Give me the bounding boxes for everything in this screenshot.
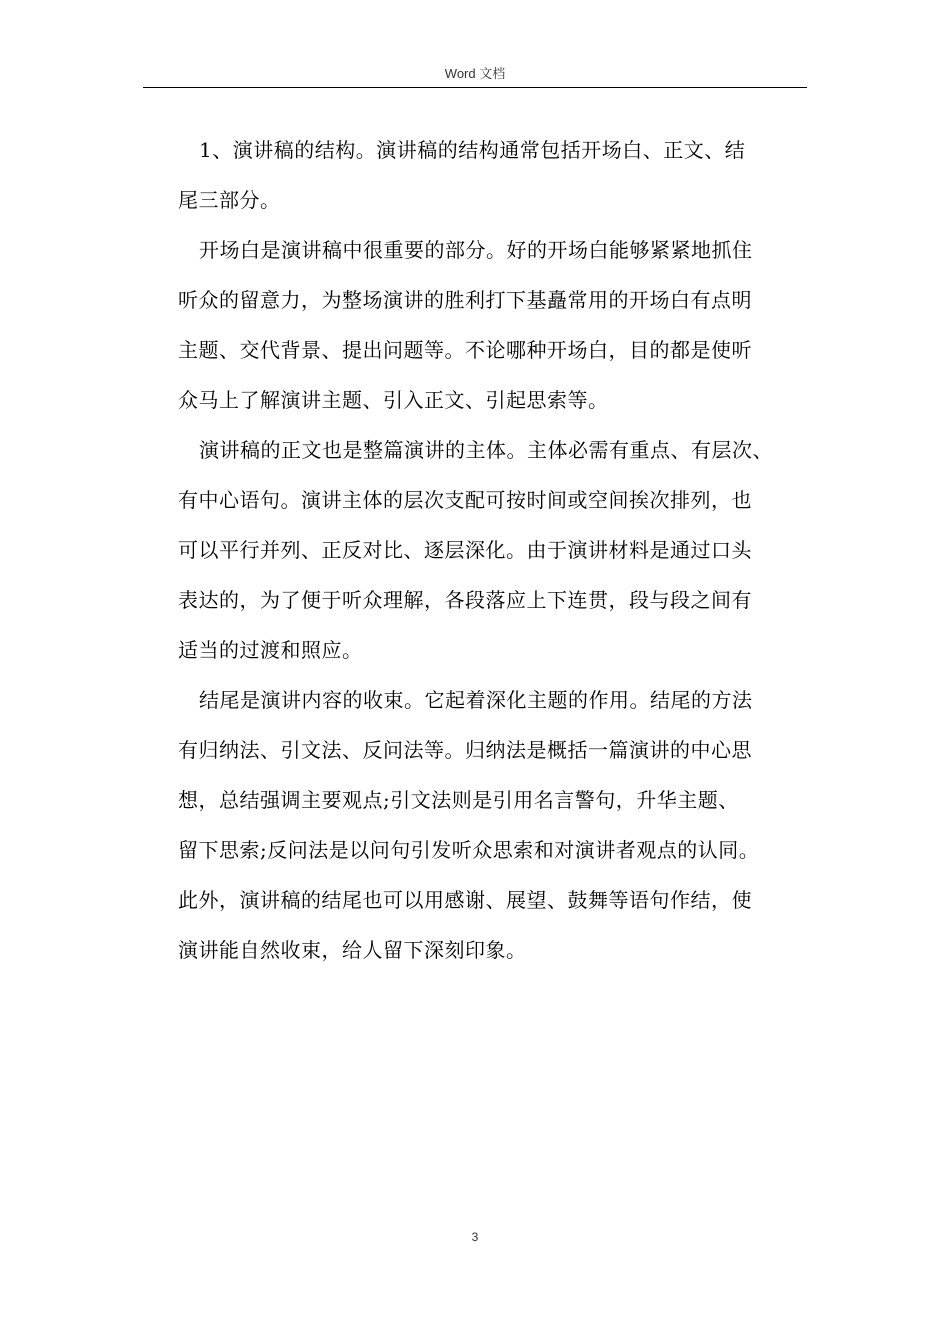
- page-number: 3: [471, 1230, 479, 1244]
- paragraph-opening: [178, 225, 838, 425]
- text-line: 留下思索;反问法是以问句引发听众思索和对演讲者观点的认同。: [178, 838, 760, 862]
- paragraph-ending: [178, 675, 838, 975]
- text-line: 众马上了解演讲主题、引入正文、引起思索等。: [178, 388, 609, 412]
- text-line: 1、演讲稿的结构。演讲稿的结构通常包括开场白、正文、结: [199, 138, 746, 162]
- document-body: [178, 125, 838, 975]
- text-line: 开场白是演讲稿中很重要的部分。好的开场白能够紧紧地抓住: [199, 238, 753, 262]
- text-line: 听众的留意力，为整场演讲的胜利打下基矗常用的开场白有点明: [178, 288, 752, 312]
- text-line: 有中心语句。演讲主体的层次支配可按时间或空间挨次排列，也: [178, 488, 752, 512]
- text-line: 想，总结强调主要观点;引文法则是引用名言警句，升华主题、: [178, 788, 739, 812]
- text-line: 演讲能自然收束，给人留下深刻印象。: [178, 938, 527, 962]
- text-line: 适当的过渡和照应。: [178, 638, 363, 662]
- text-line: 演讲稿的正文也是整篇演讲的主体。主体必需有重点、有层次、: [199, 438, 773, 462]
- paragraph-main-body: [178, 425, 838, 675]
- paragraph-structure: [178, 125, 838, 225]
- text-line: 尾三部分。: [178, 188, 281, 212]
- text-line: 此外，演讲稿的结尾也可以用感谢、展望、鼓舞等语句作结，使: [178, 888, 752, 912]
- text-line: 有归纳法、引文法、反问法等。归纳法是概括一篇演讲的中心思: [178, 738, 752, 762]
- text-line: 主题、交代背景、提出问题等。不论哪种开场白，目的都是使听: [178, 338, 752, 362]
- text-line: 结尾是演讲内容的收束。它起着深化主题的作用。结尾的方法: [199, 688, 753, 712]
- text-line: 表达的，为了便于听众理解，各段落应上下连贯，段与段之间有: [178, 588, 752, 612]
- page-header: Word 文档: [444, 66, 506, 81]
- text-line: 可以平行并列、正反对比、逐层深化。由于演讲材料是通过口头: [178, 538, 752, 562]
- header-divider: [143, 87, 807, 88]
